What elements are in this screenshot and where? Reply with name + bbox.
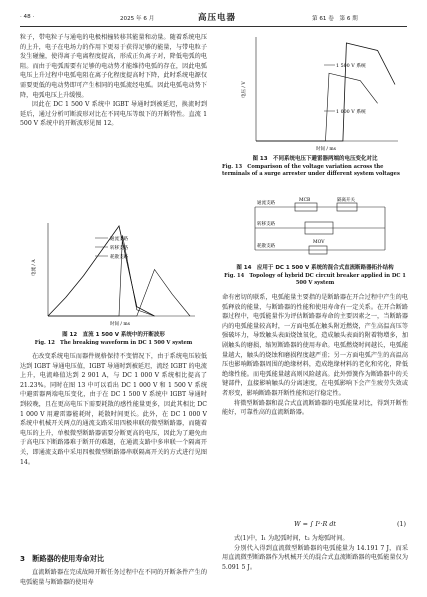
fig13-caption-cn: 图 13 不同系统电压下避雷器两端的电压变化对比 [252,156,378,162]
fig13-series-a: 1 500 V 系统 [336,64,366,69]
fig12-legend-3: 耗散支路 [110,255,128,260]
figure-14 [245,192,395,262]
fig12-legend-2: 转移支路 [110,246,128,251]
fig12-chart [30,218,198,328]
paragraph: 将微型断路器和混合式直流断路器的电弧能量对比，得到开断性能好，可靠性高的直流断路器。 [222,399,408,417]
fig14-diagram [245,192,395,262]
paragraph: 粒子，带电粒子与通电的电极相撞转移其能量和动量。随着系统电压的上升，电子在电场力的作用下更易于获得足够的能量，与带电粒子发生碰撞，使得离子电离程度提高，形成正负离子对，降低电弧的电阻。而由于电弧需要有足够的电动势才能维持电弧的存在，因此电弧电压上升过程中电弧电阻在离子化程度提高时下降，此时系统电源仅需要更低的电动势即可产生相同的电弧流经电弧。因此电弧电动势下降，电弧电压上升缓慢。 [20,34,207,99]
paragraph: 分别代入得到直流微型断路器的电弧能量为 14.191 7 J，而采用直流微型断路器作为机械开关的混合式直流断路器的电弧能量仅为 5.091 5 J。 [222,544,408,571]
page-header [20,13,407,25]
section-heading: 3 断路器的使用寿命对比 [20,554,105,563]
fig12-xlabel: 时间 / ms [110,322,130,327]
equation [222,520,408,528]
paragraph: 在改变系统电压而器件规格保持不变情况下，由于系统电压较低达到 IGBT 导通电压值，IGBT 导通时到被延迟，流经 IGBT 的电流上升，电流峰值达到 2 901 A，与 DC 1 000 V 系统相比提高了 21.23%。同时在图 13 中可以看出 DC 1 000 V 和 1 500 V 系统中避雷器两端电压变化，由于在 DC 1 500 V 系统中 IGBT 导通时到较晚，且在更高电压下需要耗散的感性能量更多，因此其相比 DC 1 000 V 用避雷器能耗时，耗散时间更长。此外，在 DC 1 000 V 系统中机械开关两点的通流支路采用四极串联的微型断路器，而随着电压的上升，单极微型断路器需要分断更高的电压，因此为了避免由于高电压下断路器难于断开的难题，在通流支路中多串联一个隔离开关，即通流支路中采用四极微型断路器串联隔离开关的方式进行见图 14。 [20,353,207,466]
figure-13 [240,33,400,151]
fig14-caption-cn: 图 14 应用于 DC 1 500 V 系统的混合式直流断路器拓扑结构 [236,265,394,271]
fig14-switch-label: 隔离开关 [337,198,355,203]
fig14-mov-label: MOV [313,240,325,245]
fig12-legend-1: 通流支路 [110,237,128,242]
left-col-text-2 [20,352,207,467]
fig12-ylabel: 电流 / A [32,259,37,276]
right-col-text-1 [222,293,408,418]
header-rule [20,26,407,27]
fig12-lines-series-0 [48,226,155,316]
fig14-mcb-label: MCB [299,198,311,203]
volume-info: 第 61 卷 第 6 期 [312,16,358,22]
fig13-lines-series-0 [256,43,395,141]
fig13-series-b: 1 000 V 系统 [336,110,366,115]
fig12-caption-en: Fig. 12 The breaking waveform in DC 1 500 V system [34,340,193,346]
page-number: · 48 · [20,14,35,20]
fig13-xlabel: 时间 / ms [316,147,336,151]
fig14-absorb-label: 耗散支路 [257,244,275,249]
paragraph: 直流断路器在完成故障开断任务过程中在不同的开断条件产生的电弧能量与断路器的使用寿 [20,569,207,586]
right-col-text-2 [222,534,408,572]
paragraph: 式(1)中，I₁ 为起弧时间，t₂ 为熄弧时间。 [234,535,349,542]
fig14-main-label: 通流支路 [257,201,275,206]
fig13-lines-series-1 [256,73,378,141]
paragraph: 命有密切的联系，电弧能量主要指的是断路器在开合过程中产生的电弧释放的能量，与断路器的性能和使用寿命有一定关系。在开合断路器过程中，电弧能量作为评估断路器寿命的主要因素之一，当断路器内的电弧能量较高时，一方面电弧在触头附近燃烧，产生高温高压等强破坏力，导致触头表面烧蚀氧化，造成触头表面的附着物增多，加剧触头的磨损，缩短断路器的使用寿命。电弧燃烧时间越长，电弧能量越大，触头的烧蚀和磨损程度越严重；另一方面电弧产生的高温高压也影响断路器周围的绝缘材料，造成绝缘材料的老化和劣化，降低绝缘性能。而电弧能量越高则风险越高。此外弹簧作为断路器中的关键部件，直接影响触头的分离速度，在电弧影响下会产生疲劳失效或者形变，影响断路器开断性能和运行稳定性。 [222,294,408,397]
issue-date: 2025 年 6 月 [120,16,155,22]
figure-12 [30,218,198,328]
fig13-caption-en: Fig. 13 Comparison of the voltage variation across the terminals of a surge arrester under different system voltages [222,164,400,178]
fig12-caption-cn: 图 12 直流 1 500 V 系统中的开断波形 [62,332,165,338]
fig13-ylabel: 电压 / V [242,81,247,98]
fig14-transfer-label: 转移支路 [257,222,275,227]
equation-body: W = ∫ I²·R dt [294,520,336,528]
paragraph: 因此在 DC 1 500 V 系统中 IGBT 导通时到被延迟，换流时到延后，通过分析可断波形对比在不同电压等级下的开断特性。直流 1 500 V 系统中的开断波形见图 12。 [20,101,207,128]
fig13-chart [240,33,400,151]
fig12-lines-series-1 [48,235,155,316]
left-col-text-3 [20,568,207,587]
left-col-text-1 [20,33,207,129]
equation-number: (1) [396,520,406,528]
journal-logo: 高压电器 [198,13,237,23]
fig14-caption-en: Fig. 14 Topology of hybrid DC circuit breaker applied in DC 1 500 V system [224,273,406,287]
